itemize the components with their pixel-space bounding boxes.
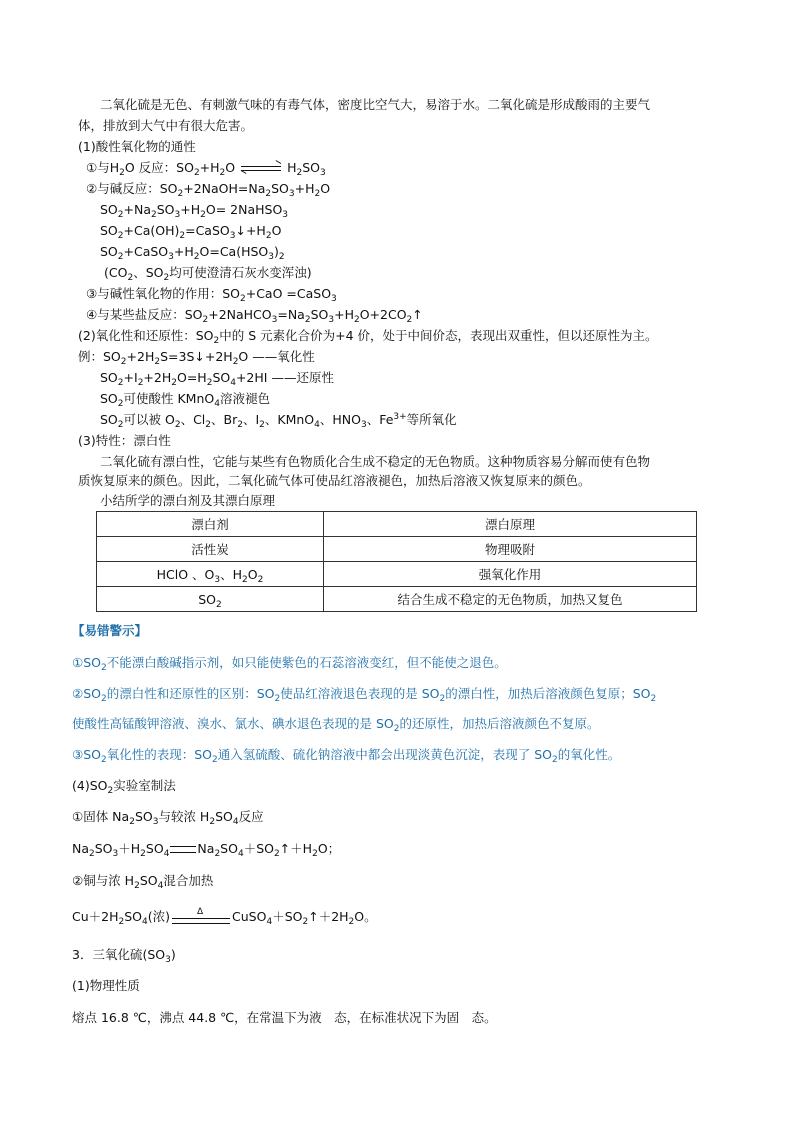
section-3-heading: (3)特性：漂白性: [78, 433, 171, 448]
example-oxidants: $SO_2$可以被 $O_2$、$Cl_2$、$Br_2$、$I_2$、KMnO$_4$、$HNO_3$、$Fe^{3+}$等所氧化: [100, 412, 457, 430]
section-4-heading: $(4)SO_2$实验室制法: [72, 778, 176, 796]
method-2: ②铜与浓 $H_2SO_4$混合加热: [72, 873, 214, 891]
reaction-base: ②与碱反应：$SO_2+2NaOH=Na_2SO_3+H_2O$: [86, 181, 331, 199]
table-cell: $SO_2$: [97, 587, 324, 612]
example-reducing: $SO_2+I_2+2H_2O=H_2SO_4+2HI$ ——还原性: [100, 370, 334, 388]
section-so3-heading: 3．三氧化硫$(SO_3)$: [72, 947, 176, 965]
table-header-cell: 漂白剂: [97, 512, 324, 537]
warning-item-1: $①SO_2$不能漂白酸碱指示剂，如只能使紫色的石蕊溶液变红，但不能使之退色。: [72, 655, 507, 673]
reaction-basic-oxide: ③与碱性氧化物的作用：$SO_2+CaO$ =CaSO$_3$: [86, 286, 337, 304]
example-oxidizing: 例：$SO_2+2H_2S=3S↓+2H_2O$ ——氧化性: [78, 349, 315, 367]
equation-1: $Na_2SO_3+H_2SO_4$ $Na_2SO_4+SO_2↑+H_2O$；: [72, 841, 341, 859]
example-kmno4: $SO_2$可使酸性 KMnO$_4$溶液褪色: [100, 391, 270, 409]
bleach-table: [96, 511, 697, 612]
equals-sign-icon: [170, 846, 196, 853]
table-header-row: [97, 512, 697, 537]
table-caption: 小结所学的漂白剂及其漂白原理: [100, 493, 276, 508]
reaction-salt: ④与某些盐反应：$SO_2+2NaHCO_3=Na_2SO_3+H_2O+2CO_2↑$: [86, 307, 423, 325]
warning-title: 【易错警示】: [72, 623, 148, 638]
method-1: ①固体 $Na_2SO_3$与较浓 $H_2SO_4$反应: [72, 809, 264, 827]
table-cell: HClO 、$O_3$、$H_2O_2$: [97, 562, 324, 587]
table-header-cell: 漂白原理: [324, 512, 697, 537]
reaction-water: ①与$H_2O$ 反应：$SO_2+H_2O$ $H_2SO_3$: [86, 160, 326, 178]
intro-line-2: 体，排放到大气中有很大危害。: [78, 118, 254, 133]
section-2-heading: (2)氧化性和还原性：$SO_2$中的 S 元素化合价为+4 价，处于中间价态，表现出双重性，但以还原性为主。: [78, 328, 658, 346]
table-cell: 物理吸附: [324, 537, 697, 562]
warning-item-2: $②SO_2$的漂白性和还原性的区别：$SO_2$使品红溶液退色表现的是 $SO_2$的漂白性，加热后溶液颜色复原；$SO_2$: [72, 686, 657, 704]
warning-item-3: $③SO_2$氧化性的表现：$SO_2$通入氢硫酸、硫化钠溶液中都会出现淡黄色沉淀，表现了 $SO_2$的氧化性。: [72, 747, 621, 765]
table-cell: 强氧化作用: [324, 562, 697, 587]
reaction-nahso3: $SO_2+Na_2SO_3+H_2O=$ 2NaHSO$_3$: [100, 202, 289, 220]
bleach-paragraph-line-2: 质恢复原来的颜色。因此，二氧化硫气体可使品红溶液褪色，加热后溶液又恢复原来的颜色。: [78, 473, 591, 488]
warning-item-2-cont: 使酸性高锰酸钾溶液、溴水、氯水、碘水退色表现的是 $SO_2$的还原性，加热后溶液颜色不复原。: [72, 716, 600, 734]
table-row: [97, 537, 697, 562]
table-row: [97, 587, 697, 612]
table-cell: 活性炭: [97, 537, 324, 562]
reversible-arrow-icon: [241, 164, 281, 174]
reaction-bisulfite: $SO_2+CaSO_3+H_2O=Ca(HSO_3)_2$: [100, 244, 285, 262]
equation-2: $Cu+2H_2SO_4$(浓) Δ $CuSO_4+SO_2↑+2H_2O$。: [72, 906, 377, 927]
note-limewater: ($CO_2$、$SO_2$均可使澄清石灰水变浑浊): [104, 265, 312, 283]
bleach-paragraph-line-1: 二氧化硫有漂白性，它能与某些有色物质化合生成不稳定的无色物质。这种物质容易分解而使有色物: [100, 454, 651, 469]
physical-properties-heading: (1)物理性质: [72, 978, 140, 993]
table-row: [97, 562, 697, 587]
physical-properties-text: 熔点 16.8 ℃，沸点 44.8 ℃，在常温下为液 态，在标准状况下为固 态。: [72, 1010, 497, 1025]
table-cell: 结合生成不稳定的无色物质，加热又复色: [324, 587, 697, 612]
reaction-limewater: $SO_2+Ca(OH)_2=CaSO_3↓+H_2O$: [100, 223, 282, 241]
section-1-heading: (1)酸性氧化物的通性: [78, 139, 196, 154]
heat-arrow-icon: Δ: [172, 911, 230, 925]
intro-line-1: 二氧化硫是无色、有刺激气味的有毒气体，密度比空气大，易溶于水。二氧化硫是形成酸雨的主要气: [100, 97, 651, 112]
